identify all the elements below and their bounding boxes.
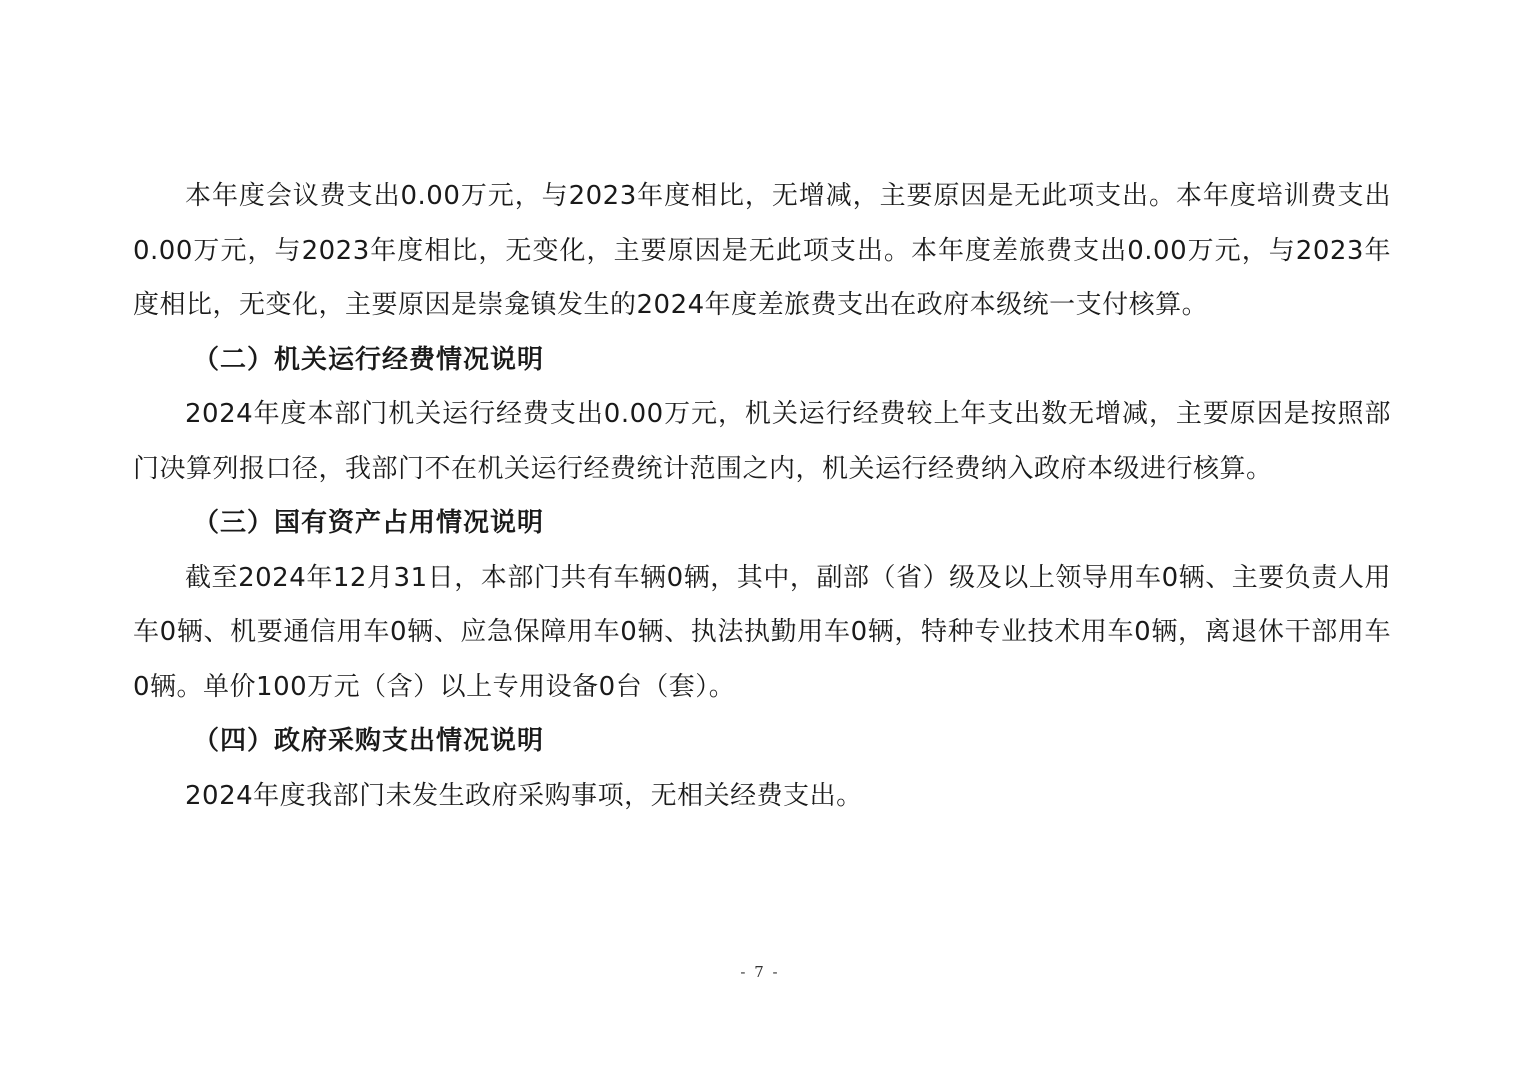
document-body [133,169,1391,823]
paragraph-state-assets: 截至2024年12月31日，本部门共有车辆0辆，其中，副部（省）级及以上领导用车0辆、主要负责人用车0辆、机要通信用车0辆、应急保障用车0辆、执法执勤用车0辆，特种专业技术用车0辆，离退休干部用车0辆。单价100万元（含）以上专用设备0台（套）。 [133,562,1391,702]
page-number: - 7 - [740,963,780,981]
section-heading-state-assets: （三）国有资产占用情况说明 [193,508,545,538]
paragraph-operating-funds: 2024年度本部门机关运行经费支出0.00万元，机关运行经费较上年支出数无增减，主要原因是按照部门决算列报口径，我部门不在机关运行经费统计范围之内，机关运行经费纳入政府本级进行核算。 [133,399,1391,484]
paragraph-expenses: 本年度会议费支出0.00万元，与2023年度相比，无增减，主要原因是无此项支出。本年度培训费支出0.00万元，与2023年度相比，无变化，主要原因是无此项支出。本年度差旅费支出0.00万元，与2023年度相比，无变化，主要原因是崇龛镇发生的2024年度差旅费支出在政府本级统一支付核算。 [133,181,1391,320]
section-heading-procurement: （四）政府采购支出情况说明 [193,726,545,756]
paragraph-procurement: 2024年度我部门未发生政府采购事项，无相关经费支出。 [185,780,863,811]
section-heading-operating-funds: （二）机关运行经费情况说明 [193,344,545,375]
